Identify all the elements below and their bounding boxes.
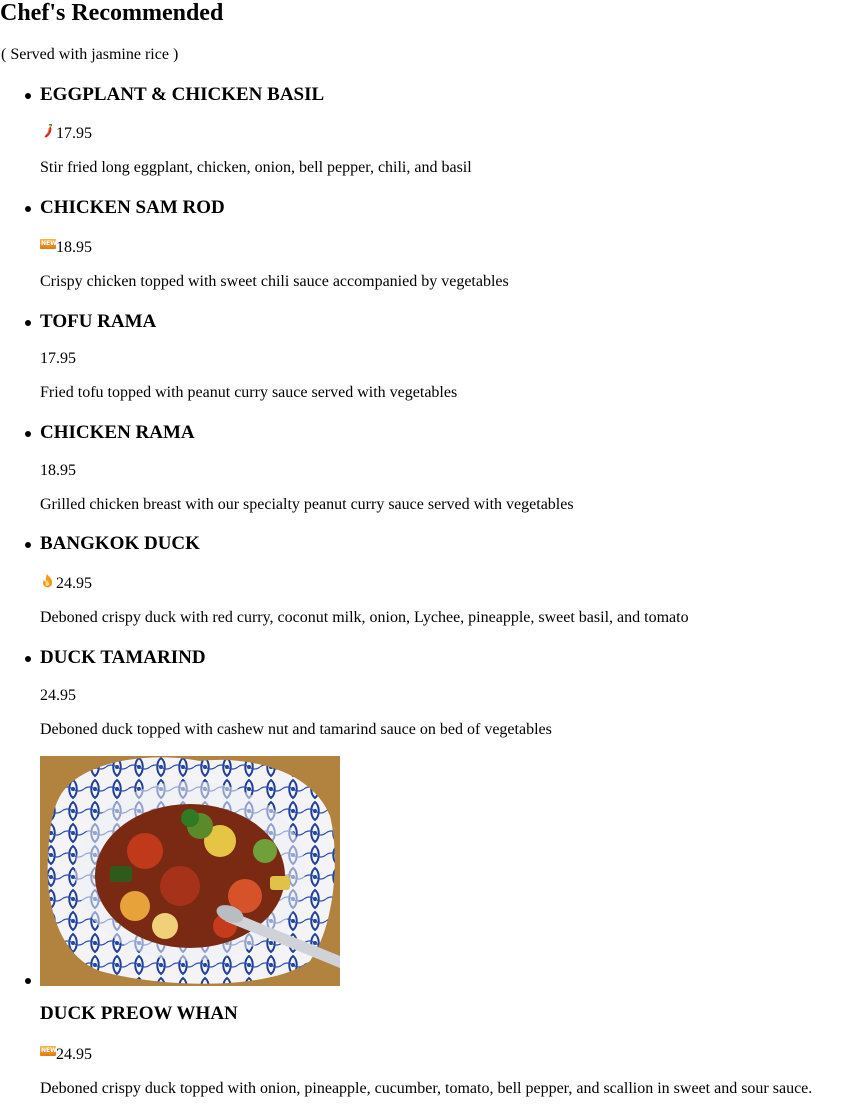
flame-icon — [40, 575, 56, 593]
bullet-marker — [25, 320, 31, 326]
item-price: 18.95 — [56, 239, 92, 256]
price-row — [40, 239, 92, 257]
price-row — [40, 125, 92, 143]
new-badge-icon: NEW — [41, 1047, 57, 1054]
price-row — [40, 575, 92, 593]
price-row — [40, 687, 76, 705]
item-price: 17.95 — [40, 350, 76, 367]
item-description: Deboned crispy duck topped with onion, pineapple, cucumber, tomato, bell pepper, and scallion in sweet and sour sauce. — [40, 1080, 813, 1097]
dish-photo — [40, 756, 340, 986]
price-row — [40, 462, 76, 480]
item-name: DUCK TAMARIND — [40, 647, 206, 668]
new-badge-icon: NEW — [41, 240, 57, 247]
bullet-marker — [25, 93, 31, 99]
item-name: TOFU RAMA — [40, 311, 157, 332]
item-name: CHICKEN RAMA — [40, 422, 195, 443]
price-row — [40, 350, 76, 368]
item-price: 18.95 — [40, 462, 76, 479]
item-description: Crispy chicken topped with sweet chili sauce accompanied by vegetables — [40, 273, 509, 290]
item-name: BANGKOK DUCK — [40, 533, 200, 554]
price-row — [40, 1046, 92, 1064]
bullet-marker — [25, 431, 31, 437]
item-name: DUCK PREOW WHAN — [40, 1003, 238, 1024]
item-price: 17.95 — [56, 125, 92, 142]
item-price: 24.95 — [56, 1046, 92, 1063]
item-name: EGGPLANT & CHICKEN BASIL — [40, 84, 325, 105]
bullet-marker — [25, 978, 31, 984]
chili-pepper-icon — [40, 125, 56, 143]
page-title: Chef's Recommended — [0, 0, 224, 26]
item-name: CHICKEN SAM ROD — [40, 197, 225, 218]
bullet-marker — [25, 656, 31, 662]
item-description: Fried tofu topped with peanut curry sauce served with vegetables — [40, 384, 458, 401]
item-description: Deboned duck topped with cashew nut and tamarind sauce on bed of vegetables — [40, 721, 552, 738]
page-subtitle: ( Served with jasmine rice ) — [1, 46, 179, 63]
bullet-marker — [25, 542, 31, 548]
item-price: 24.95 — [56, 575, 92, 592]
item-description: Deboned crispy duck with red curry, coconut milk, onion, Lychee, pineapple, sweet basil, and tomato — [40, 609, 689, 626]
item-description: Grilled chicken breast with our specialty peanut curry sauce served with vegetables — [40, 496, 574, 513]
item-description: Stir fried long eggplant, chicken, onion, bell pepper, chili, and basil — [40, 159, 472, 176]
item-price: 24.95 — [40, 687, 76, 704]
bullet-marker — [25, 206, 31, 212]
